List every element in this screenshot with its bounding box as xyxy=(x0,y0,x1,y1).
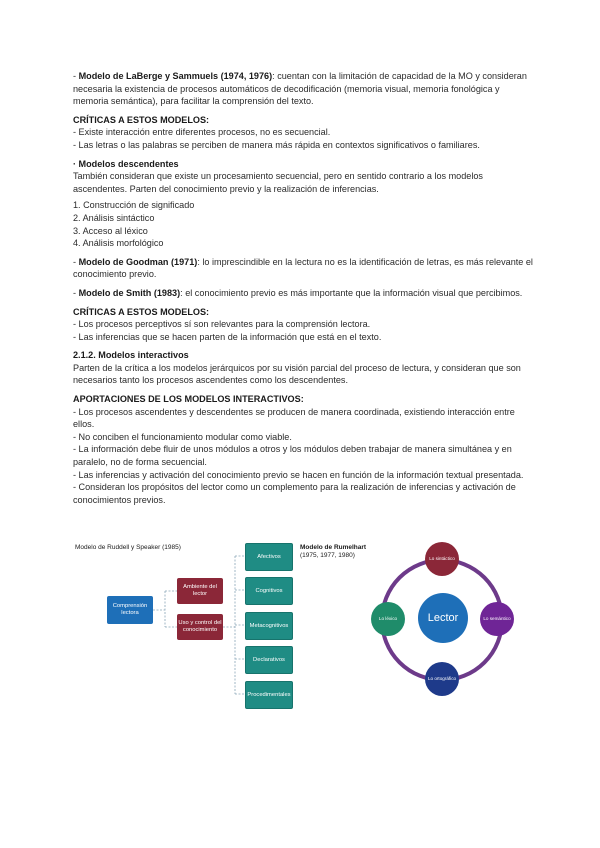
model-name: Modelo de Goodman (1971) xyxy=(78,256,198,267)
list-item: - Las letras o las palabras se perciben de manera más rápida en contextos significativos o familiares. xyxy=(73,139,480,150)
node-right: Lo semántico xyxy=(480,602,514,636)
dash: - xyxy=(73,256,79,267)
section-heading: 2.1.2. Modelos interactivos xyxy=(73,350,189,361)
ruddell-speaker-diagram xyxy=(73,540,303,720)
list-item: - Las inferencias y activación del conocimiento previo se hacen en función de la información textual presentada. xyxy=(73,469,524,480)
list-item: - Los procesos ascendentes y descendentes se producen de manera coordinada, existiendo interacción entre ellos. xyxy=(73,406,515,430)
root-box-comprension: Comprensión lectora xyxy=(107,596,153,624)
paragraph-laberge xyxy=(73,70,533,108)
dash: - xyxy=(73,287,79,298)
list-item: - Las inferencias que se hacen parten de la información que está en el texto. xyxy=(73,331,382,342)
rumelhart-diagram xyxy=(300,540,530,720)
model-name: Modelo de LaBerge y Sammuels (1974, 1976) xyxy=(78,71,273,81)
dash: - xyxy=(73,71,79,81)
diagram-title: Modelo de Rumelhart xyxy=(300,544,367,551)
list-item: - No conciben el funcionamiento modular como viable. xyxy=(73,431,292,442)
diagram-years: (1975, 1977, 1980) xyxy=(300,552,355,559)
node-bottom: Lo ortográfico xyxy=(425,662,459,696)
list-item: 4. Análisis morfológico xyxy=(73,238,164,249)
leaf-procedimentales: Procedimentales xyxy=(245,681,293,709)
list-item: - Los procesos perceptivos sí son relevantes para la comprensión lectora. xyxy=(73,319,371,330)
diagram-title: Modelo de Ruddell y Speaker (1985) xyxy=(75,544,181,551)
section-heading: CRÍTICAS A ESTOS MODELOS: xyxy=(73,114,210,125)
leaf-declarativos: Declarativos xyxy=(245,646,293,674)
leaf-metacognitivos: Metacognitivos xyxy=(245,612,293,640)
list-item: 3. Acceso al léxico xyxy=(73,225,148,236)
paragraph-goodman xyxy=(73,256,533,281)
leaf-afectivos: Afectivos xyxy=(245,543,293,571)
list-item: - La información debe fluir de unos módulos a otros y los módulos deben trabajar de manera simultánea y en paralelo, no de forma secuencial. xyxy=(73,444,512,468)
section-heading: · Modelos descendentes xyxy=(73,158,179,169)
leaf-cognitivos: Cognitivos xyxy=(245,577,293,605)
paragraph-text: También consideran que existe un procesamiento secuencial, pero en sentido contrario a los modelos ascendentes. Parten del conocimiento previo y la realización de inferencias. xyxy=(73,171,483,194)
list-item: - Consideran los propósitos del lector como un complemento para la realización de inferencias y activación de conocimientos previos. xyxy=(73,482,516,505)
section-heading: CRÍTICAS A ESTOS MODELOS: xyxy=(73,306,210,317)
box-ambiente-lector: Ambiente del lector xyxy=(177,578,223,604)
list-item: - Existe interacción entre diferentes procesos, no es secuencial. xyxy=(73,127,331,138)
section-heading: APORTACIONES DE LOS MODELOS INTERACTIVOS: xyxy=(73,394,304,405)
paragraph-text: : lo imprescindible en la lectura no es la identificación de letras, es más relevante el conocimiento previo. xyxy=(73,256,533,280)
paragraph-text: : cuentan con la limitación de capacidad de la MO y consideran necesaria la existencia de procesos automáticos de decodificación (memoria visual, memoria fonológica y memoria semántica), para facilitar la comprensión del texto. xyxy=(73,71,527,107)
list-item: 2. Análisis sintáctico xyxy=(73,212,155,223)
list-item: 1. Construcción de significado xyxy=(73,200,195,211)
paragraph-smith xyxy=(73,287,533,300)
box-uso-control: Uso y control del conocimiento xyxy=(177,614,223,640)
center-node-lector: Lector xyxy=(418,593,468,643)
paragraph-text: Parten de la crítica a los modelos jerárquicos por su visión parcial del proceso de lectura, y consideran que son necesarios tanto los procesos ascendentes como los descendentes. xyxy=(73,362,521,386)
model-name: Modelo de Smith (1983) xyxy=(78,287,181,298)
paragraph-text: : el conocimiento previo es más importante que la información visual que percibimos. xyxy=(180,287,523,298)
document-body xyxy=(73,70,533,506)
node-top: Lo sintáctico xyxy=(425,542,459,576)
node-left: Lo léxico xyxy=(371,602,405,636)
